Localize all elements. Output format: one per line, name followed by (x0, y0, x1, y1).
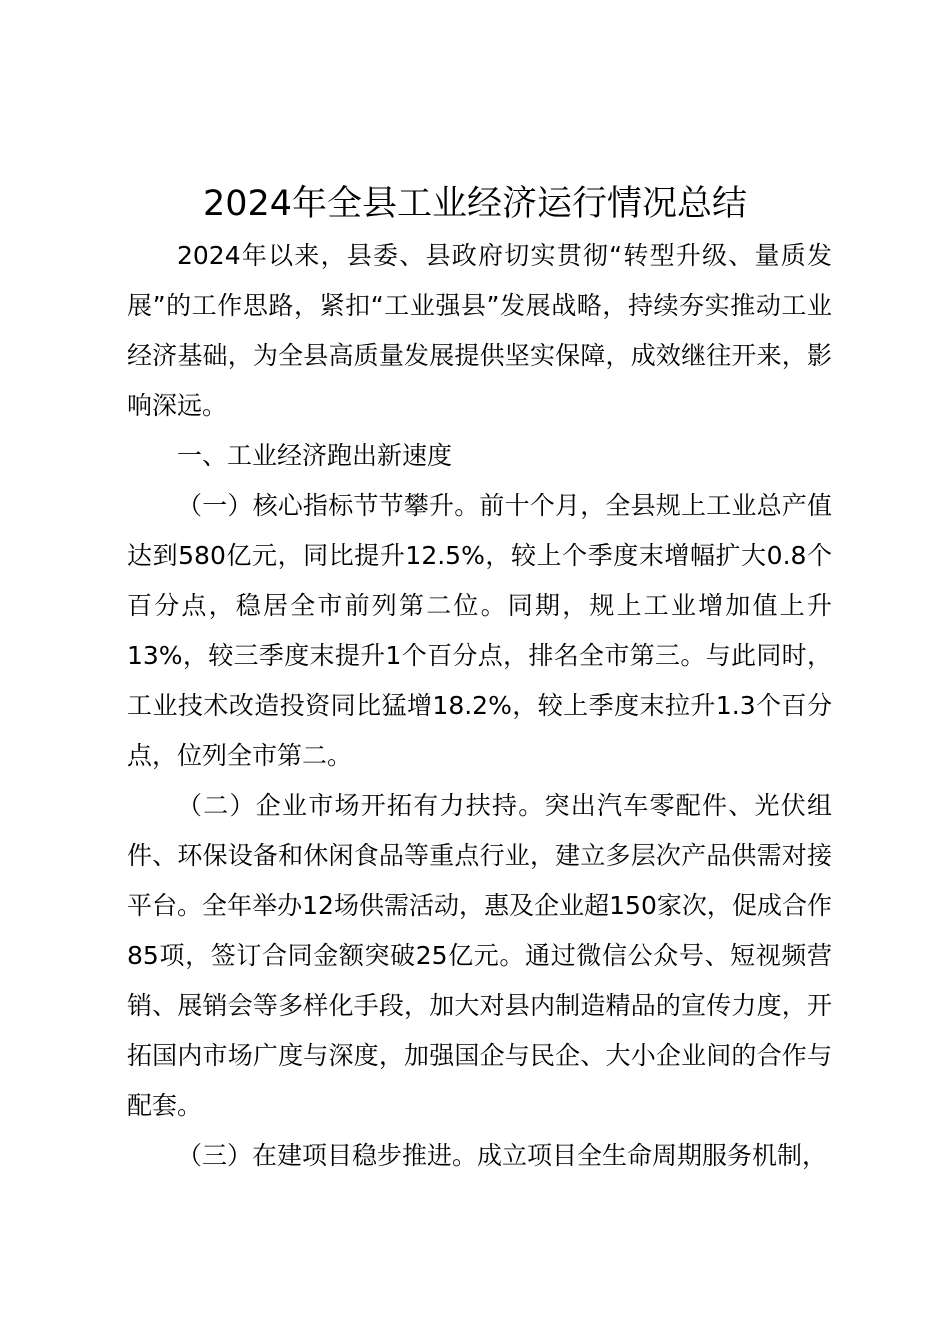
paragraph-projects: （三）在建项目稳步推进。成立项目全生命周期服务机制， (177, 1141, 828, 1170)
paragraph-market-support: （二）企业市场开拓有力扶持。突出汽车零配件、光伏组件、环保设备和休闲食品等重点行业，建立多层次产品供需对接平台。全年举办12场供需活动，惠及企业超150家次，促成合作85项，签订合同金额突破25亿元。通过微信公众号、短视频营销、展销会等多样化手段，加大对县内制造精品的宣传力度，开拓国内市场广度与深度，加强国企与民企、大小企业间的合作与配套。 (127, 791, 832, 1120)
document-title: 2024年全县工业经济运行情况总结 (202, 184, 748, 224)
paragraph-intro: 2024年以来，县委、县政府切实贯彻“转型升级、量质发展”的工作思路，紧扣“工业强县”发展战略，持续夯实推动工业经济基础，为全县高质量发展提供坚实保障，成效继往开来，影响深远。 (127, 241, 832, 420)
paragraph-core-indicators: （一）核心指标节节攀升。前十个月，全县规上工业总产值达到580亿元，同比提升12.5%，较上个季度末增幅扩大0.8个百分点，稳居全市前列第二位。同期，规上工业增加值上升13%，较三季度末提升1个百分点，排名全市第三。与此同时，工业技术改造投资同比猛增18.2%，较上季度末拉升1.3个百分点，位列全市第二。 (127, 491, 832, 770)
section-heading: 一、工业经济跑出新速度 (177, 441, 453, 470)
document-body (127, 231, 832, 1181)
